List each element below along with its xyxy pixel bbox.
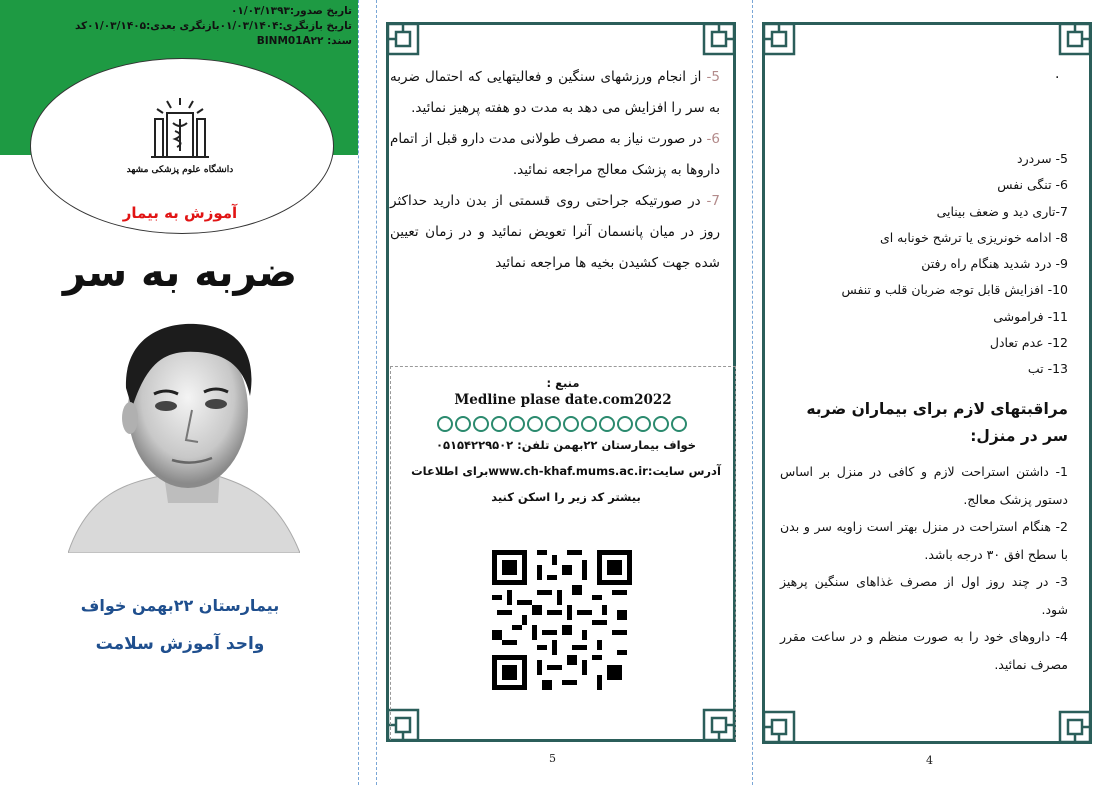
hospital-name: بیمارستان ۲۲بهمن خواف — [80, 596, 280, 615]
page-number-right: 4 — [926, 754, 933, 767]
fold-line-3 — [752, 0, 753, 785]
list-item: 4- داروهای خود را به صورت منظم و در ساعت مقرر مصرف نمائید. — [780, 629, 1068, 672]
patient-portrait-icon — [68, 318, 300, 553]
list-item: 2- هنگام استراحت در منزل بهتر است زاویه سر و بدن با سطح افق ۳۰ درجه باشد. — [780, 519, 1068, 562]
instruction-item: 7- در صورتیکه جراحتی روی قسمتی از بدن دارید حداکثر روز در میان پانسمان آنرا تعویض نمائید و در زمان تعیین شده جهت کشیدن بخیه ها مراجعه نمائید — [390, 193, 720, 271]
review-date: تاریخ بازنگری:۰۱/۰۳/۱۴۰۴بازنگری بعدی:۰۱/۰۳/۱۴۰۵کد — [74, 20, 352, 32]
list-item: 6- تنگی نفس — [997, 177, 1068, 193]
frame-corner-icon — [386, 22, 420, 56]
frame-corner-icon — [1058, 710, 1092, 744]
page-number-middle: 5 — [549, 752, 556, 765]
contact-phone: خواف بیمارستان ۲۲بهمن تلفن: ۰۵۱۵۴۲۲۹۵۰۲ — [435, 438, 697, 452]
list-item: 9- درد شدید هنگام راه رفتن — [921, 256, 1068, 272]
list-item: 1- داشتن استراحت لازم و کافی در منزل بر اساس دستور پزشک معالج. — [780, 464, 1068, 507]
source-site: Medline plase date.com2022 — [454, 392, 672, 408]
symptom-list — [780, 146, 1068, 383]
care-list — [780, 458, 1068, 678]
list-item: 5- سردرد — [1017, 151, 1068, 166]
list-item: 3- در چند روز اول از مصرف غذاهای سنگین پرهیز شود. — [780, 574, 1068, 617]
instruction-item: 5- از انجام ورزشهای سنگین و فعالیتهایی که احتمال ضربه به سر را افزایش می دهد به مدت دو هفته پرهیز نمائید. — [390, 69, 720, 116]
list-item: 13- تب — [1027, 361, 1068, 377]
instruction-item: 6- در صورت نیاز به مصرف طولانی مدت دارو قبل از اتمام داروها به پزشک معالج مراجعه نمائید. — [390, 131, 720, 178]
contact-website[interactable]: آدرس سایت:www.ch-khaf.mums.ac.irبرای اطلاعات بیشتر کد زیر را اسکن کنید — [411, 464, 721, 504]
list-item: 11- فراموشی — [993, 308, 1068, 324]
issue-date: تاریخ صدور:۰۱/۰۳/۱۳۹۳ — [230, 5, 352, 17]
middle-instructions — [390, 62, 720, 279]
frame-corner-icon — [702, 22, 736, 56]
care-heading: مراقبتهای لازم برای بیماران ضربه سر در منزل: — [806, 400, 1068, 445]
cover-title: ضربه به سر — [62, 250, 298, 296]
frame-corner-icon — [762, 710, 796, 744]
document-code: سند: BINM01A۲۲ — [256, 35, 352, 47]
list-item: 10- افزایش قابل توجه ضربان قلب و تنفس — [841, 282, 1068, 298]
qr-code-icon[interactable] — [492, 550, 632, 690]
list-item: 12- عدم تعادل — [989, 335, 1068, 351]
list-item: 7-تاری دید و ضعف بینایی — [936, 203, 1068, 219]
list-item: 8- ادامه خونریزی یا ترشح خونابه ای — [879, 229, 1068, 245]
education-label: آموزش به بیمار — [122, 204, 238, 222]
source-label: منبع : — [546, 376, 580, 390]
frame-corner-icon — [762, 22, 796, 56]
fold-line-1 — [358, 0, 359, 785]
frame-corner-icon — [1058, 22, 1092, 56]
university-name: دانشگاه علوم پزشکی مشهد — [126, 165, 234, 175]
fold-line-2 — [376, 0, 377, 785]
contact-info — [396, 432, 736, 510]
stray-dot: . — [1055, 66, 1060, 82]
university-logo-icon — [149, 95, 211, 161]
ornament-chain-icon — [436, 414, 698, 434]
document-meta — [0, 4, 356, 49]
unit-name: واحد آموزش سلامت — [95, 634, 265, 654]
